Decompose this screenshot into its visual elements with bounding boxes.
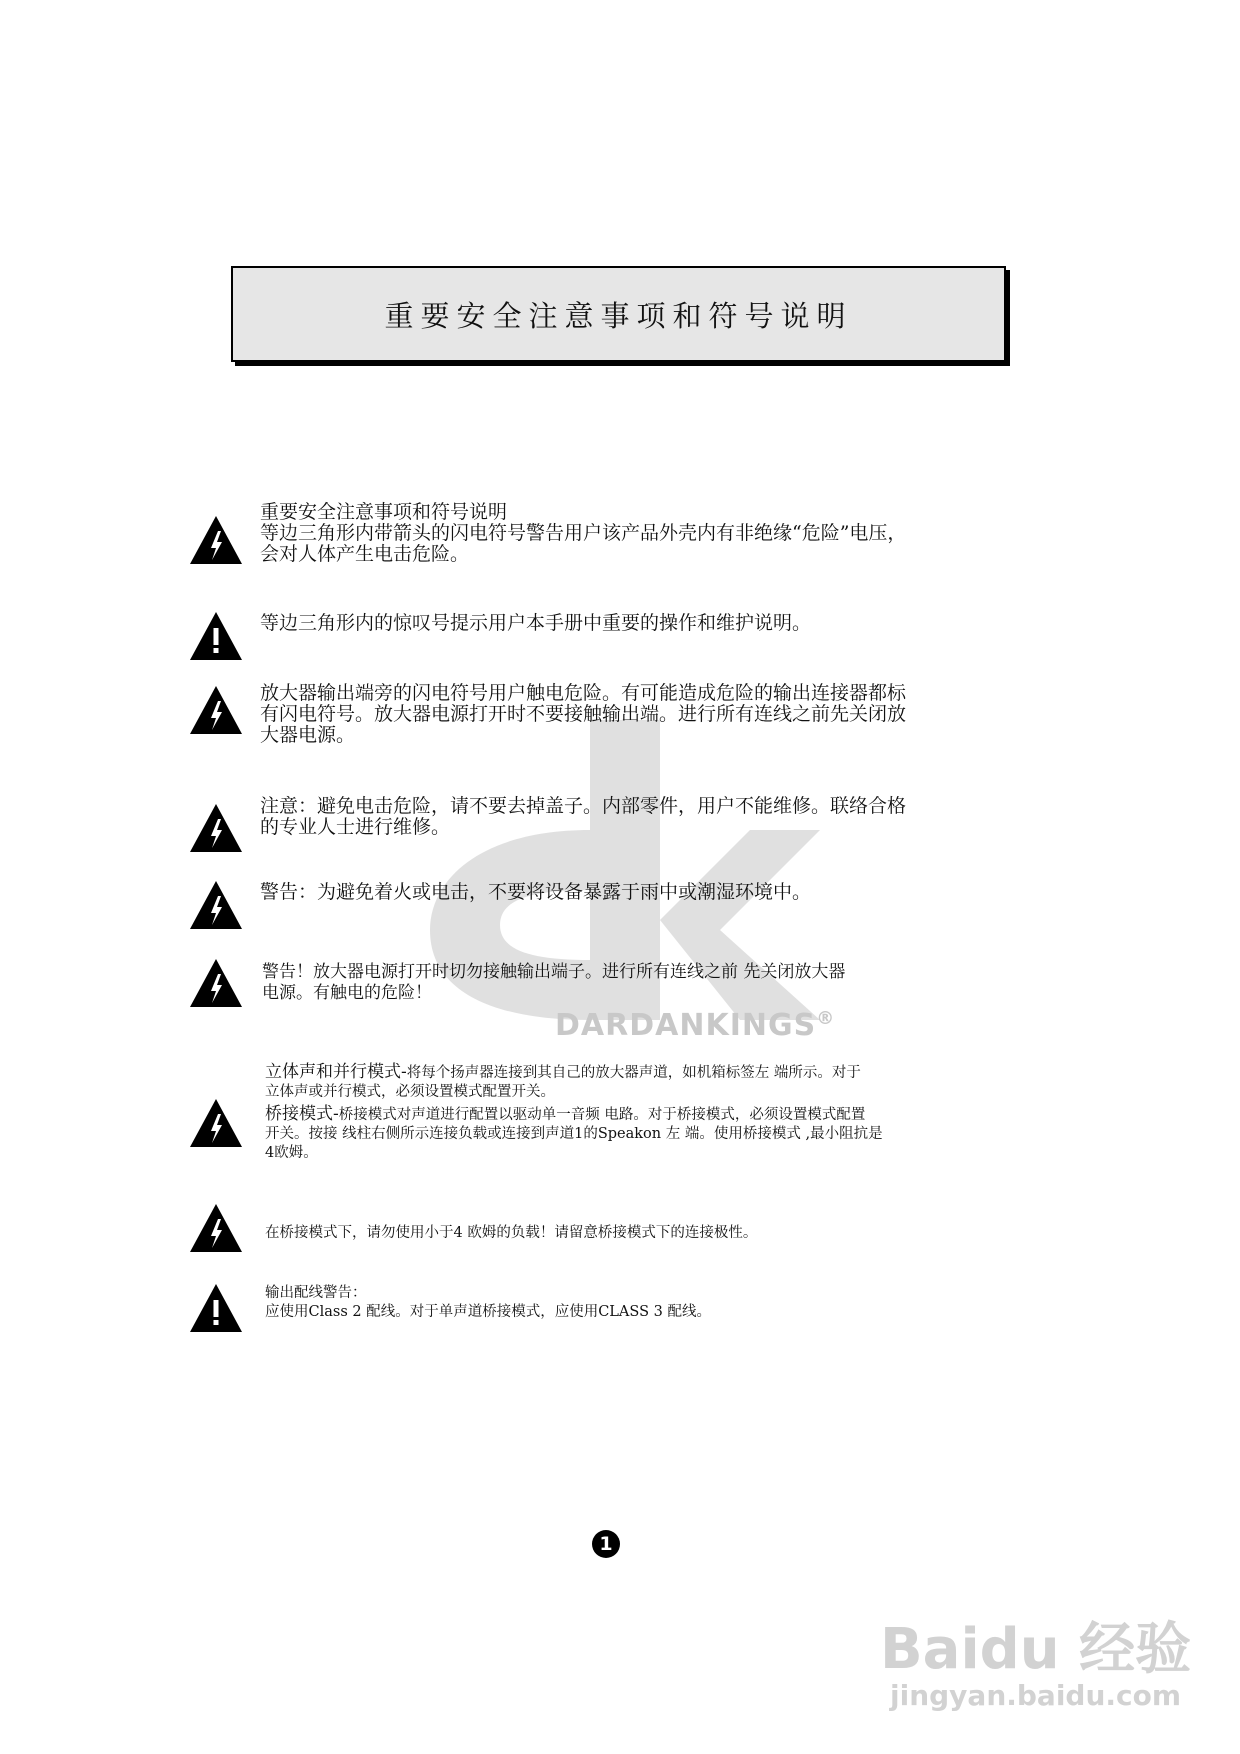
lightning-warning-icon (189, 880, 243, 930)
title-box (231, 266, 1006, 362)
notice-line: 有闪电符号。放大器电源打开时不要接触输出端。进行所有连线之前先关闭放 (260, 703, 907, 725)
notice-line: 立体声或并行模式，必须设置模式配置开关。 (265, 1084, 555, 1100)
notice-line: 注意：避免电击危险，请不要去掉盖子。内部零件，用户不能维修。联络合格 (260, 795, 907, 817)
lightning-warning-icon (189, 1203, 243, 1253)
notice-line: 输出配线警告： (265, 1285, 367, 1301)
lightning-warning-icon (189, 1098, 243, 1148)
notice-line: 在桥接模式下，请勿使用小于4 欧姆的负载！请留意桥接模式下的连接极性。 (265, 1225, 758, 1241)
baidu-brand: Baidu 经验 (880, 1617, 1192, 1682)
page-number: 1 (592, 1530, 620, 1558)
notice-line: 会对人体产生电击危险。 (260, 543, 470, 565)
notice-line: 将每个扬声器连接到其自己的放大器声道，如机箱标签左 端所示。对于 (406, 1065, 861, 1081)
notice-lead: 立体声和并行模式- (265, 1062, 407, 1082)
baidu-jingyan-watermark (880, 1617, 1192, 1712)
notice-line: 大器电源。 (260, 724, 356, 746)
notice-line: 警告！放大器电源打开时切勿接触输出端子。进行所有连线之前 先关闭放大器 (262, 962, 846, 982)
page-title: 重要安全注意事项和符号说明 (384, 298, 853, 333)
lightning-warning-icon (189, 685, 243, 735)
notice-line: 重要安全注意事项和符号说明 (260, 501, 508, 523)
lightning-warning-icon (189, 803, 243, 853)
notice-line: 放大器输出端旁的闪电符号用户触电危险。有可能造成危险的输出连接器都标 (260, 682, 907, 704)
dardankings-watermark-text: DARDANKINGS® (555, 1008, 836, 1043)
notice-line: 应使用Class 2 配线。对于单声道桥接模式，应使用CLASS 3 配线。 (265, 1304, 711, 1320)
notice-line: 电源。有触电的危险！ (262, 983, 432, 1003)
notice-line: 桥接模式对声道进行配置以驱动单一音频 电路。对于桥接模式，必须设置模式配置 (338, 1107, 866, 1123)
notice-line: 开关。按接 线柱右侧所示连接负载或连接到声道1的Speakon 左 端。使用桥接模式 ,最小阻抗是 (265, 1126, 883, 1142)
notice-line: 等边三角形内带箭头的闪电符号警告用户该产品外壳内有非绝缘“危险”电压， (260, 522, 907, 544)
notice-line: 等边三角形内的惊叹号提示用户本手册中重要的操作和维护说明。 (260, 612, 812, 634)
exclamation-warning-icon (189, 611, 243, 661)
exclamation-warning-icon (189, 1283, 243, 1333)
notice-line: 4欧姆。 (265, 1145, 318, 1161)
lightning-warning-icon (189, 515, 243, 565)
lightning-warning-icon (189, 958, 243, 1008)
notice-line: 的专业人士进行维修。 (260, 816, 451, 838)
notice-lead: 桥接模式- (265, 1104, 339, 1124)
notice-line: 警告：为避免着火或电击，不要将设备暴露于雨中或潮湿环境中。 (260, 881, 812, 903)
baidu-url: jingyan.baidu.com (890, 1679, 1182, 1712)
